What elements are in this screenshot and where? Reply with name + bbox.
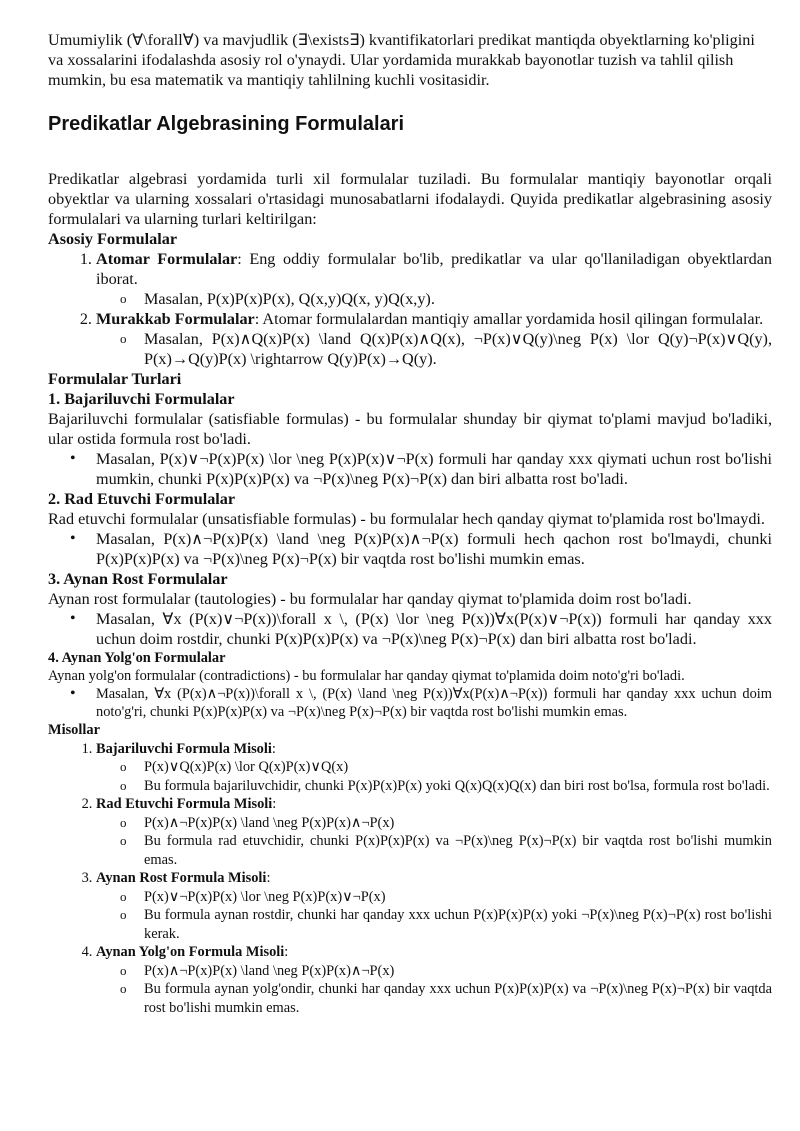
type-3-title: 3. Aynan Rost Formulalar xyxy=(48,570,228,588)
example-explanation: o Bu formula rad etuvchidir, chunki P(x)P(x)P(x) va ¬P(x)\neg P(x)¬P(x) bir vaqtda rost bo'lishi mumkin emas. xyxy=(144,832,772,869)
example-title: Bajariluvchi Formula Misoli xyxy=(96,740,272,757)
sub-list xyxy=(96,814,772,870)
list-item xyxy=(96,249,772,309)
term-definition: : Eng oddiy formulalar bo'lib, predikatlar va ular qo'llaniladigan obyektlardan iborat. xyxy=(96,250,773,288)
term: Atomar Formulalar xyxy=(96,250,238,268)
term-definition: : Atomar formulalardan mantiqiy amallar yordamida hosil qilingan formulalar. xyxy=(254,310,764,328)
term: Murakkab Formulalar xyxy=(96,310,255,328)
example-formula: o P(x)∨Q(x)P(x) \lor Q(x)P(x)∨Q(x) xyxy=(144,758,772,777)
list-item: 4. Aynan Yolg'on Formula Misoli: o P(x)∧¬P(x)P(x) \land \neg P(x)P(x)∧¬P(x) o Bu formula aynan yolg'ondir, chunki har qanday xxx uchun P(x)P(x)P(x) va ¬P(x)\neg P(x)¬P(x) bir vaqtda rost bo'lishi mumkin emas. xyxy=(96,943,772,1017)
examples-block xyxy=(48,721,772,1017)
type-1-bullets xyxy=(48,449,772,489)
type-4-block xyxy=(48,649,772,721)
list-item xyxy=(96,309,772,369)
section-intro-paragraph: Predikatlar algebrasi yordamida turli xil formulalar tuziladi. Bu formulalar mantiqiy bayonotlar orqali obyektlar va ularning xossalari o'rtasidagi munosabatlarni ifodalaydi. Quyida predikatlar algebrasining asosiy formulalari va ularning turlari keltirilgan: xyxy=(48,170,772,228)
list-item: 1. Bajariluvchi Formula Misoli: o P(x)∨Q(x)P(x) \lor Q(x)P(x)∨Q(x) o Bu formula bajariluvchidir, chunki P(x)P(x)P(x) yoki Q(x)Q(x)Q(x) dan biri rost bo'lsa, formula rost bo'ladi. xyxy=(96,740,772,796)
example-explanation: o Bu formula aynan rostdir, chunki har qanday xxx uchun P(x)P(x)P(x) yoki ¬P(x)\neg P(x)¬P(x) rost bo'lishi kerak. xyxy=(144,906,772,943)
example-explanation: o Bu formula bajariluvchidir, chunki P(x)P(x)P(x) yoki Q(x)Q(x)Q(x) dan biri rost bo'lsa, formula rost bo'ladi. xyxy=(144,777,772,796)
example-explanation: o Bu formula aynan yolg'ondir, chunki har qanday xxx uchun P(x)P(x)P(x) va ¬P(x)\neg P(x)¬P(x) bir vaqtda rost bo'lishi mumkin emas. xyxy=(144,980,772,1017)
type-2-description: Rad etuvchi formulalar (unsatisfiable formulas) - bu formulalar hech qanday qiymat to'plamida rost bo'lmaydi. xyxy=(48,510,765,528)
intro-paragraph: Umumiylik (∀\forall∀) va mavjudlik (∃\exists∃) kvantifikatorlari predikat mantiqda obyektlarning ko'pligini va xossalarini ifodalashda asosiy rol o'ynaydi. Ular yordamida murakkab bayonotlar tuzish va tahlil qilish mumkin, bu esa matematik va mantiqiy tahlilning kuchli vositasidir. xyxy=(48,31,755,89)
bullet-item: • Masalan, ∀x (P(x)∧¬P(x))\forall x \, (P(x) \land \neg P(x))∀x(P(x)∧¬P(x)) formuli har qanday xxx uchun doim noto'g'ri, chunki P(x)P(x)P(x) va ¬P(x)\neg P(x)¬P(x) bir vaqtda rost bo'lishi mumkin emas. xyxy=(96,685,772,721)
bullet-item: • Masalan, ∀x (P(x)∨¬P(x))\forall x \, (P(x) \lor \neg P(x))∀x(P(x)∨¬P(x)) formuli har qanday xxx uchun doim rostdir, chunki P(x)P(x)P(x) va ¬P(x)\neg P(x)¬P(x) dan biri albatta rost bo'ladi. xyxy=(96,609,772,649)
bullet-item: • Masalan, P(x)∧¬P(x)P(x) \land \neg P(x)P(x)∧¬P(x) formuli hech qachon rost bo'lmaydi, chunki P(x)P(x)P(x) va ¬P(x)\neg P(x)¬P(x) bir vaqtda rost bo'lishi mumkin emas. xyxy=(96,529,772,569)
type-2-title: 2. Rad Etuvchi Formulalar xyxy=(48,490,236,508)
list-item: 3. Aynan Rost Formula Misoli: o P(x)∨¬P(x)P(x) \lor \neg P(x)P(x)∨¬P(x) o Bu formula aynan rostdir, chunki har qanday xxx uchun P(x)P(x)P(x) yoki ¬P(x)\neg P(x)¬P(x) rost bo'lishi kerak. xyxy=(96,869,772,943)
type-2-bullets xyxy=(48,529,772,569)
sub-list xyxy=(96,329,772,369)
sub-list xyxy=(96,758,772,795)
sub-list xyxy=(96,962,772,1018)
type-3-bullets xyxy=(48,609,772,649)
formula-types-heading: Formulalar Turlari xyxy=(48,370,182,388)
sub-list-item: o Masalan, P(x)∧Q(x)P(x) \land Q(x)P(x)∧Q(x), ¬P(x)∨Q(y)\neg P(x) \lor Q(y)¬P(x)∨Q(y), P(x)→Q(y)P(x) \rightarrow Q(y)P(x)→Q(y). xyxy=(144,329,772,369)
type-1-description: Bajariluvchi formulalar (satisfiable formulas) - bu formulalar shunday bir qiymat to'plami mavjud bo'ladiki, ular ostida formula rost bo'ladi. xyxy=(48,410,772,448)
type-4-title: 4. Aynan Yolg'on Formulalar xyxy=(48,650,226,666)
type-1-title: 1. Bajariluvchi Formulalar xyxy=(48,390,235,408)
sub-list xyxy=(96,289,772,309)
type-4-description: Aynan yolg'on formulalar (contradictions) - bu formulalar har qanday qiymat to'plamida doim noto'g'ri bo'ladi. xyxy=(48,668,685,684)
sub-list-item: o Masalan, P(x)P(x)P(x), Q(x,y)Q(x, y)Q(x,y). xyxy=(144,289,772,309)
example-title: Aynan Rost Formula Misoli xyxy=(96,870,267,886)
type-4-bullets xyxy=(48,685,772,721)
sub-list xyxy=(96,888,772,944)
example-title: Rad Etuvchi Formula Misoli xyxy=(96,796,273,812)
example-formula: o P(x)∧¬P(x)P(x) \land \neg P(x)P(x)∧¬P(x) xyxy=(144,814,772,833)
basic-formulas-list xyxy=(48,249,772,369)
examples-heading: Misollar xyxy=(48,722,100,738)
list-item: 2. Rad Etuvchi Formula Misoli: o P(x)∧¬P(x)P(x) \land \neg P(x)P(x)∧¬P(x) o Bu formula rad etuvchidir, chunki P(x)P(x)P(x) va ¬P(x)\neg P(x)¬P(x) bir vaqtda rost bo'lishi mumkin emas. xyxy=(96,795,772,869)
bullet-item: • Masalan, P(x)∨¬P(x)P(x) \lor \neg P(x)P(x)∨¬P(x) formuli har qanday xxx qiymati uchun rost bo'lishi mumkin, chunki P(x)P(x)P(x) va ¬P(x)\neg P(x)¬P(x) dan biri albatta rost bo'ladi. xyxy=(96,449,772,489)
type-3-description: Aynan rost formulalar (tautologies) - bu formulalar har qanday qiymat to'plamida doim rost bo'ladi. xyxy=(48,590,692,608)
example-title: Aynan Yolg'on Formula Misoli xyxy=(96,944,285,960)
section-title: Predikatlar Algebrasining Formulalari xyxy=(48,113,405,135)
examples-list xyxy=(48,740,772,1018)
example-formula: o P(x)∨¬P(x)P(x) \lor \neg P(x)P(x)∨¬P(x) xyxy=(144,888,772,907)
basic-formulas-heading: Asosiy Formulalar xyxy=(48,230,178,248)
example-formula: o P(x)∧¬P(x)P(x) \land \neg P(x)P(x)∧¬P(x) xyxy=(144,962,772,981)
